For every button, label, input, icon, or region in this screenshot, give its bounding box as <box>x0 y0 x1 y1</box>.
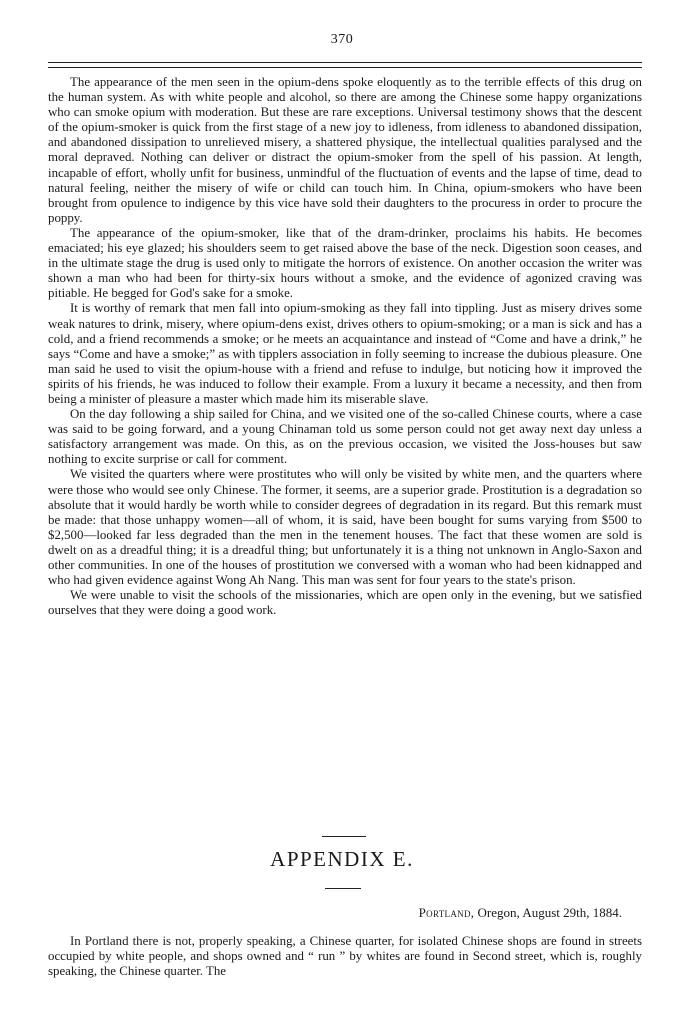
appendix-title: APPENDIX E. <box>270 847 414 871</box>
paragraph-opium-smoker-appearance: The appearance of the opium-smoker, like that of the dram-drinker, proclaims his habits. He becomes emaciated; his eye glazed; his shoulders seem to get raised above the base of the neck. Digestion soon ceases, and in the ultimate stage the drug is used only to mitigate the horrors of existence. On another occasion the writer was shown a man who had been for thirty-six hours without a smoke, and the evidence of agonized craving was pitiable. He begged for God's sake for a smoke. <box>48 225 642 301</box>
title-underline-rule <box>325 888 361 889</box>
section-divider-rule <box>322 836 366 837</box>
paragraph-portland-quarter: In Portland there is not, properly speaking, a Chinese quarter, for isolated Chinese shops are found in streets occupied by white people, and shops owned and “ run ” by whites are found in Second street, which is, roughly speaking, the Chinese quarter. The <box>48 934 642 979</box>
dateline <box>419 905 622 921</box>
body-text <box>48 75 642 618</box>
paragraph-opium-smoking-remark: It is worthy of remark that men fall into opium-smoking as they fall into tippling. Just as misery drives some weak natures to drink, misery, where opium-dens exist, drives others to opium-smoking; or a man is sick and has a cold, and a friend recommends a smoke; or he meets an acquaintance and instead of “Come and have a drink,” he says “Come and have a smoke;” as with tipplers association in folly seeming to increase the dubious pleasure. One man said he used to visit the opium-house with a friend and refuse to indulge, but noticing how it improved the spirits of his friends, he was induced to follow their example. From a luxury it became a necessity, and then from being a minister of pleasure a master which made him its miserable slave. <box>48 301 642 406</box>
dateline-date: Oregon, August 29th, 1884. <box>474 905 622 920</box>
paragraph-missionary-schools: We were unable to visit the schools of the missionaries, which are open only in the evening, but we satisfied ourselves that they were doing a good work. <box>48 588 642 618</box>
header-double-rule <box>48 62 642 68</box>
paragraph-opium-dens: The appearance of the men seen in the opium-dens spoke eloquently as to the terrible effects of this drug on the human system. As with white people and alcohol, so there are among the Chinese some happy organizations who can smoke opium with moderation. But these are rare exceptions. Universal testimony shows that the descent of the opium-smoker is quick from the first stage of a new joy to idleness, from idleness to abandoned dissipation, and abandoned dissipation to unrelieved misery, a shattered physique, the intellectual qualities paralysed and the moral depraved. Nothing can deliver or distract the opium-smoker from the spell of his passion. At length, incapable of effort, wholly unfit for business, unmindful of the fluctuation of events and the lapse of time, dead to natural feeling, neither the misery of wife or child can touch him. In China, opium-smokers who have been brought from opulence to indigence by this vice have sold their daughters to the procuress in order to procure the poppy. <box>48 75 642 225</box>
paragraph-prostitution-quarters: We visited the quarters where were prostitutes who will only be visited by white men, and the quarters where were those who would see only Chinese. The former, it seems, are a superior grade. Prostitution is a degradation so absolute that it would hardly be worth while to consider degrees of degradation in its regard. But this remark must be made: that those unhappy women—all of whom, it is said, have been bought for sums varying from $500 to $2,500—looked far less degraded than the men in the tenement houses. The fact that these women are sold is dwelt on as a dreadful thing; it is a dreadful thing; but unfortunately it is a thing not unknown in Anglo-Saxon and other communities. In one of the houses of prostitution we conversed with a woman who had been kidnapped and who had given evidence against Wong Ah Nang. This man was sent for four years to the state's prison. <box>48 467 642 588</box>
appendix-body <box>48 934 642 979</box>
dateline-place: Portland, <box>418 905 475 920</box>
page-number: 370 <box>330 32 354 47</box>
paragraph-chinese-courts: On the day following a ship sailed for China, and we visited one of the so-called Chinese courts, where a case was said to be going forward, and a young Chinaman told us some person could not get away next day unless a satisfactory arrangement was made. On this, as on the previous occasion, we visited the Joss-houses but saw nothing to excite surprise or call for comment. <box>48 407 642 467</box>
